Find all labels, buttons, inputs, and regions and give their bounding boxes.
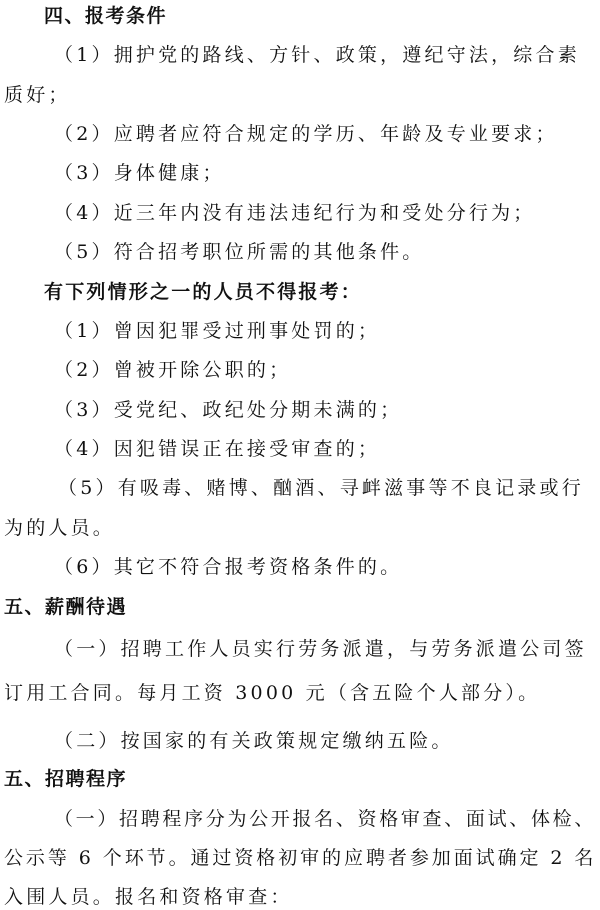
condition-line: （2）应聘者应符合规定的学历、年龄及专业要求； (54, 123, 558, 145)
procedure-line: （一）招聘程序分为公开报名、资格审查、面试、体检、 (54, 808, 597, 830)
condition-line: 质好； (4, 84, 71, 106)
condition-line: （5）符合招考职位所需的其他条件。 (54, 241, 425, 263)
exclusion-line: （1）曾因犯罪受过刑事处罚的； (54, 320, 381, 342)
exclusion-line: （5）有吸毒、赌博、酗酒、寻衅滋事等不良记录或行 (58, 477, 584, 499)
exclusion-line: （2）曾被开除公职的； (54, 359, 292, 381)
exclusion-line: （3）受党纪、政纪处分期未满的； (54, 399, 403, 421)
condition-line: （1）拥护党的路线、方针、政策，遵纪守法，综合素 (54, 44, 580, 66)
section-heading-salary: 五、薪酬待遇 (4, 596, 128, 618)
exclusion-heading: 有下列情形之一的人员不得报考： (44, 281, 363, 303)
salary-line: （二）按国家的有关政策规定缴纳五险。 (54, 730, 454, 752)
procedure-line: 入围人员。报名和资格审查： (4, 886, 293, 908)
salary-line: （一）招聘工作人员实行劳务派遣，与劳务派遣公司签 (54, 638, 587, 660)
section-heading-procedure: 五、招聘程序 (4, 768, 128, 790)
exclusion-line: （6）其它不符合报考资格条件的。 (54, 556, 403, 578)
exclusion-line: （4）因犯错误正在接受审查的； (54, 438, 381, 460)
section-heading-application-conditions: 四、报考条件 (44, 5, 168, 27)
condition-line: （3）身体健康； (54, 162, 225, 184)
condition-line: （4）近三年内没有违法违纪行为和受处分行为； (54, 202, 536, 224)
procedure-line: 公示等 6 个环节。通过资格初审的应聘者参加面试确定 2 名 (4, 847, 597, 869)
exclusion-line: 为的人员。 (4, 517, 116, 539)
salary-line: 订用工合同。每月工资 3000 元（含五险个人部分）。 (4, 682, 541, 704)
